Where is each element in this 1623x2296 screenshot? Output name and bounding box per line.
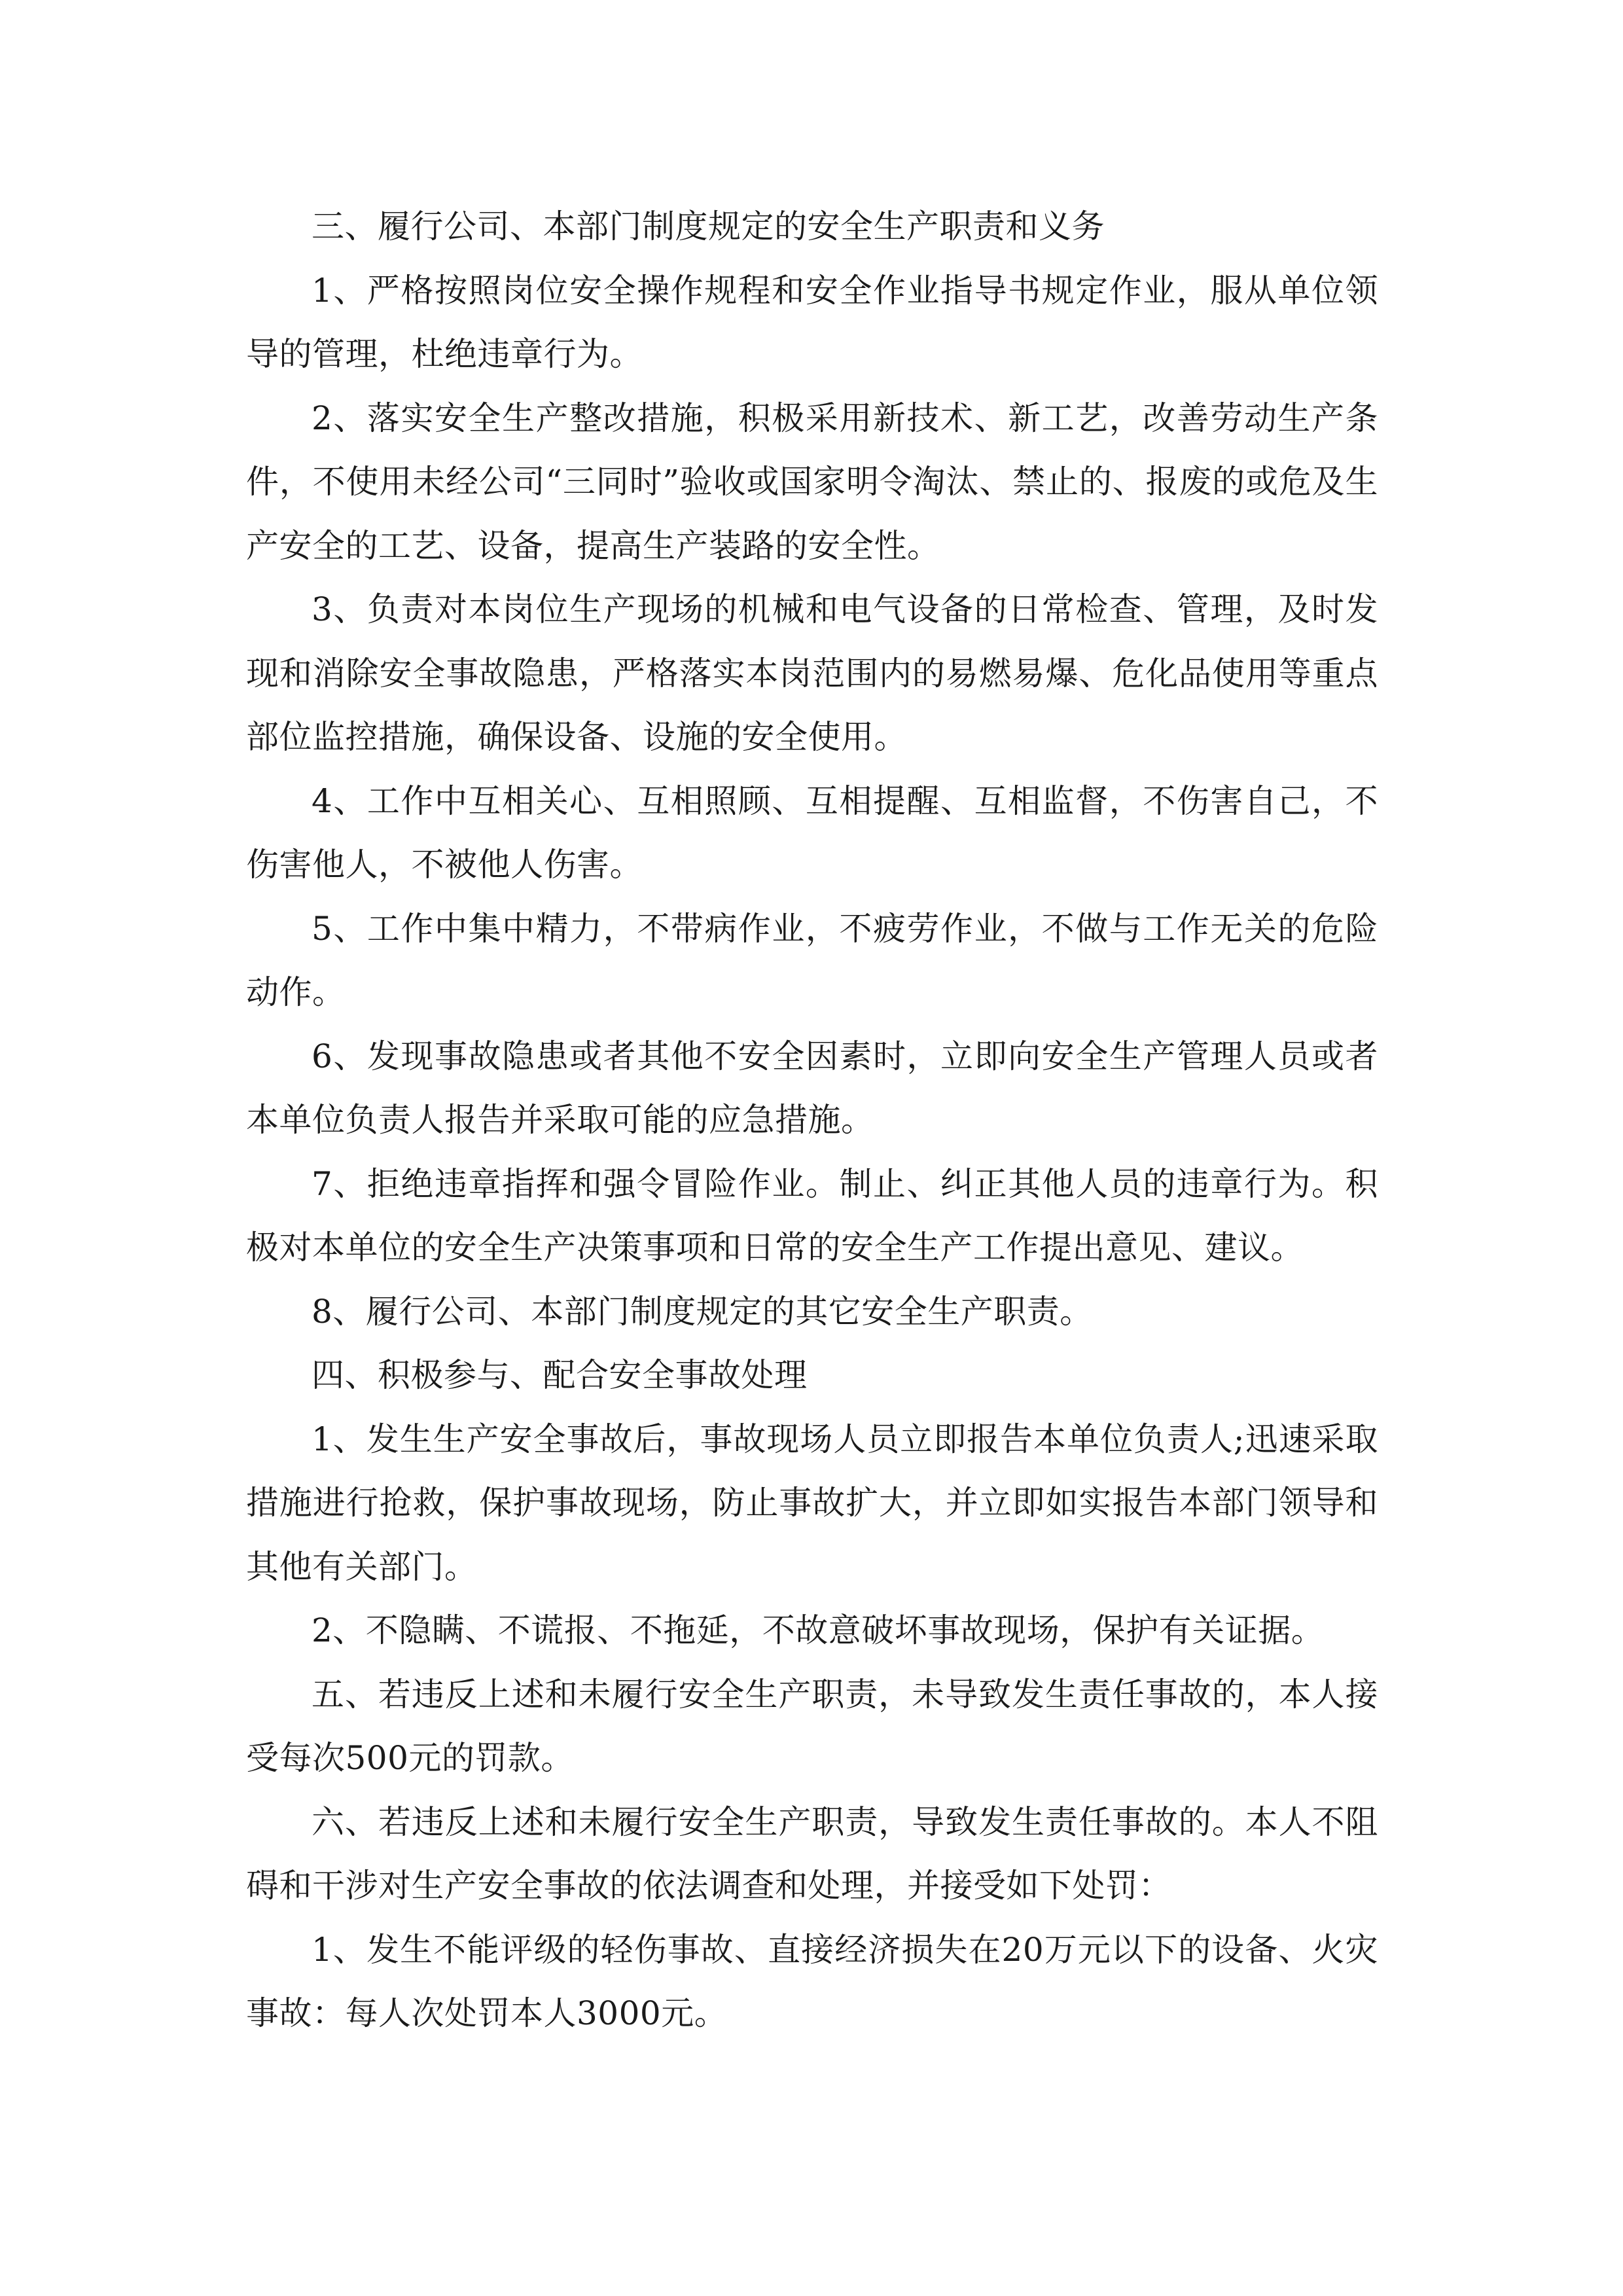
- paragraph-item: 1、严格按照岗位安全操作规程和安全作业指导书规定作业，服从单位领导的管理，杜绝违章行为。: [246, 271, 1378, 373]
- paragraph-item: 3、负责对本岗位生产现场的机械和电气设备的日常检查、管理，及时发现和消除安全事故隐患，严格落实本岗范围内的易燃易爆、危化品使用等重点部位监控措施，确保设备、设施的安全使用。: [246, 590, 1378, 756]
- paragraph-item: 1、发生生产安全事故后，事故现场人员立即报告本单位负责人;迅速采取措施进行抢救，保护事故现场，防止事故扩大，并立即如实报告本部门领导和其他有关部门。: [246, 1420, 1378, 1586]
- paragraph-item: 1、发生不能评级的轻伤事故、直接经济损失在20万元以下的设备、火灾事故：每人次处罚本人3000元。: [246, 1930, 1378, 2032]
- paragraph-item: 2、落实安全生产整改措施，积极采用新技术、新工艺，改善劳动生产条件，不使用未经公司“三同时”验收或国家明令淘汰、禁止的、报废的或危及生产安全的工艺、设备，提高生产装路的安全性。: [246, 399, 1378, 565]
- document-body: [246, 195, 1378, 2046]
- paragraph-item: 4、工作中互相关心、互相照顾、互相提醒、互相监督，不伤害自己，不伤害他人，不被他人伤害。: [246, 781, 1378, 884]
- paragraph-item: 5、工作中集中精力，不带病作业，不疲劳作业，不做与工作无关的危险动作。: [246, 909, 1378, 1011]
- section-heading-four: 四、积极参与、配合安全事故处理: [312, 1356, 808, 1394]
- section-paragraph-six: 六、若违反上述和未履行安全生产职责，导致发生责任事故的。本人不阻碍和干涉对生产安全事故的依法调查和处理，并接受如下处罚：: [246, 1803, 1378, 1905]
- paragraph-item: 2、不隐瞒、不谎报、不拖延，不故意破坏事故现场，保护有关证据。: [312, 1611, 1325, 1649]
- paragraph-item: 7、拒绝违章指挥和强令冒险作业。制止、纠正其他人员的违章行为。积极对本单位的安全生产决策事项和日常的安全生产工作提出意见、建议。: [246, 1164, 1378, 1266]
- paragraph-item: 6、发现事故隐患或者其他不安全因素时，立即向安全生产管理人员或者本单位负责人报告并采取可能的应急措施。: [246, 1037, 1378, 1139]
- section-heading-three: 三、履行公司、本部门制度规定的安全生产职责和义务: [312, 207, 1105, 245]
- section-paragraph-five: 五、若违反上述和未履行安全生产职责，未导致发生责任事故的，本人接受每次500元的罚款。: [246, 1675, 1378, 1777]
- paragraph-item: 8、履行公司、本部门制度规定的其它安全生产职责。: [312, 1292, 1093, 1331]
